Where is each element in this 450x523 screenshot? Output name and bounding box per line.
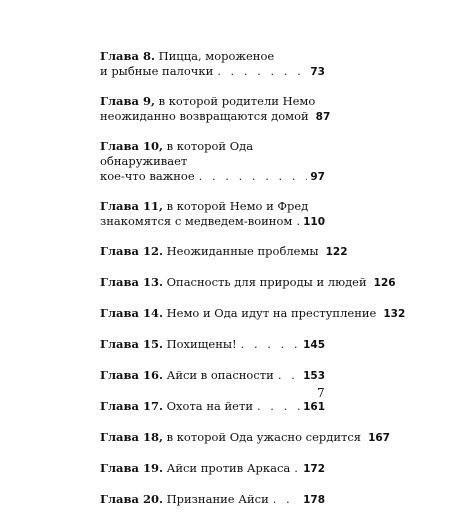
toc-entry-chapter-17	[100, 399, 325, 415]
toc-entry-chapter-13	[100, 275, 396, 291]
chapter-label: Глава 11,	[100, 199, 163, 213]
dot-leader	[273, 492, 300, 507]
chapter-title: Признание Айси	[162, 492, 269, 506]
chapter-label: Глава 15.	[100, 337, 163, 351]
page-ref: 122	[325, 246, 348, 258]
chapter-label: Глава 10,	[100, 139, 163, 153]
page-ref: 145	[303, 339, 325, 351]
chapter-title: Охота на йети	[162, 399, 253, 413]
chapter-label: Глава 18,	[100, 430, 163, 444]
chapter-title-continued: неожиданно возвращаются домой	[100, 109, 309, 123]
chapter-title-continued: кое-что важное	[100, 169, 195, 183]
chapter-label: Глава 9,	[100, 94, 155, 108]
dot-leader	[278, 368, 300, 383]
toc-entry-chapter-14	[100, 306, 406, 322]
page-ref: 110	[303, 216, 325, 228]
page-ref: 167	[368, 432, 390, 444]
chapter-title-continued: и рыбные палочки	[100, 64, 214, 78]
dot-leader	[199, 169, 308, 184]
page-ref: 87	[315, 111, 331, 123]
page-ref: 97	[310, 171, 325, 183]
chapter-title: в которой Ода обнаруживает	[100, 139, 254, 168]
page-ref: 126	[373, 277, 396, 289]
chapter-title: в которой родители Немо	[154, 94, 316, 108]
toc-entry-chapter-11	[100, 199, 325, 230]
table-of-contents	[100, 49, 406, 523]
chapter-label: Глава 14.	[100, 306, 163, 320]
chapter-title: Похищены!	[162, 337, 237, 351]
chapter-title: Неожиданные проблемы	[162, 244, 319, 258]
chapter-label: Глава 13.	[100, 275, 163, 289]
toc-entry-chapter-15	[100, 337, 325, 353]
chapter-label: Глава 12.	[100, 244, 163, 258]
chapter-title: Опасность для природы и людей	[162, 275, 367, 289]
page-number: 7	[317, 386, 325, 400]
chapter-label: Глава 8.	[100, 49, 155, 63]
chapter-label: Глава 20.	[100, 492, 163, 506]
chapter-title: Немо и Ода идут на преступление	[162, 306, 377, 320]
chapter-title: в которой Немо и Фред	[162, 199, 309, 213]
page-ref: 178	[303, 494, 325, 506]
toc-entry-chapter-9	[100, 94, 331, 125]
dot-leader	[294, 461, 300, 476]
toc-entry-chapter-10	[100, 139, 325, 185]
page-ref: 161	[303, 401, 325, 413]
chapter-label: Глава 17.	[100, 399, 163, 413]
toc-entry-chapter-12	[100, 244, 348, 260]
chapter-label: Глава 19.	[100, 461, 163, 475]
toc-entry-chapter-20	[100, 492, 325, 508]
page-ref: 73	[310, 66, 325, 78]
toc-entry-chapter-19	[100, 461, 325, 477]
page-ref: 132	[383, 308, 406, 320]
toc-entry-chapter-16	[100, 368, 325, 384]
page-ref: 153	[303, 370, 325, 382]
chapter-title-continued: знакомятся с медведем-воином	[100, 214, 293, 228]
chapter-label: Глава 16.	[100, 368, 163, 382]
page-ref: 172	[303, 463, 325, 475]
dot-leader	[296, 214, 300, 229]
toc-entry-chapter-8	[100, 49, 325, 80]
chapter-title: Айси в опасности	[162, 368, 274, 382]
chapter-title: Айси против Аркаса	[162, 461, 291, 475]
chapter-title: в которой Ода ужасно сердится	[162, 430, 362, 444]
dot-leader	[217, 64, 307, 79]
toc-entry-chapter-18	[100, 430, 390, 446]
dot-leader	[257, 399, 300, 414]
chapter-title: Пицца, мороженое	[154, 49, 275, 63]
dot-leader	[241, 337, 300, 352]
